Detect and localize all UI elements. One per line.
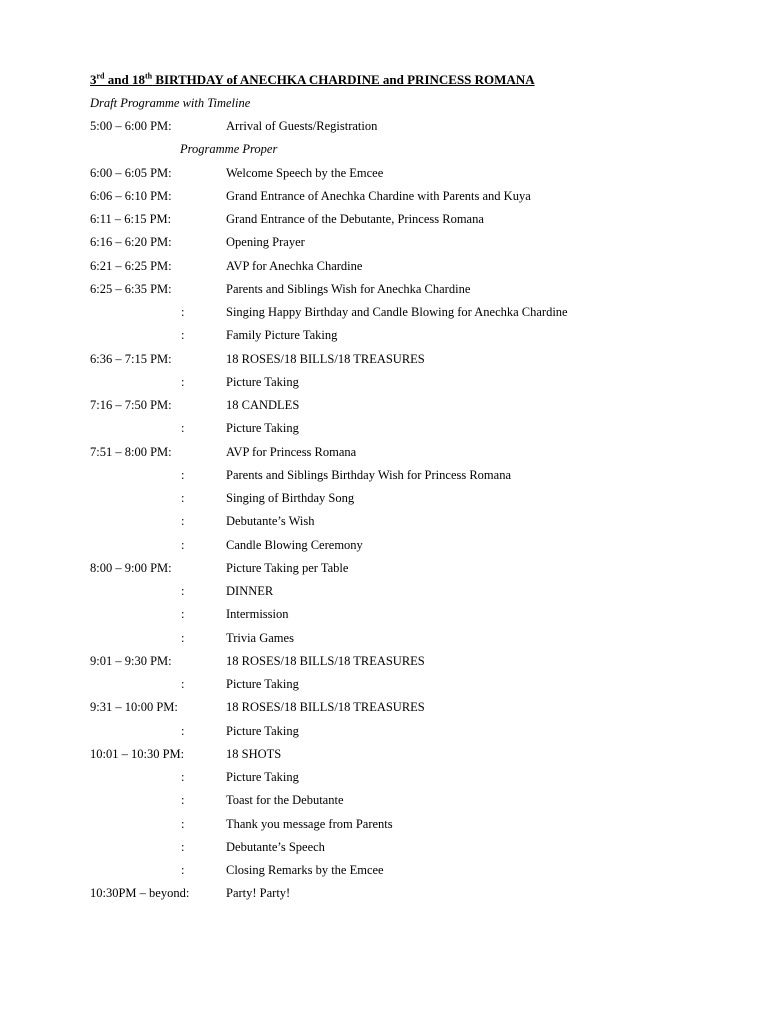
schedule-row (90, 281, 730, 304)
event-description: Intermission (226, 607, 289, 622)
schedule-row (90, 490, 730, 513)
continuation-colon: : (181, 793, 185, 808)
schedule-row (90, 885, 730, 908)
event-description: Toast for the Debutante (226, 793, 344, 808)
schedule-row (90, 374, 730, 397)
schedule-row (90, 211, 730, 234)
event-description: Parents and Siblings Wish for Anechka Chardine (226, 281, 471, 296)
time-slot: 9:31 – 10:00 PM: (90, 700, 178, 715)
schedule-row (90, 723, 730, 746)
event-description: Parents and Siblings Birthday Wish for Princess Romana (226, 467, 512, 482)
event-description: AVP for Princess Romana (226, 444, 357, 459)
schedule-row (90, 537, 730, 560)
event-description: 18 ROSES/18 BILLS/18 TREASURES (226, 700, 425, 715)
event-description: Picture Taking (226, 723, 299, 738)
event-description: Thank you message from Parents (226, 816, 393, 831)
schedule-row (90, 513, 730, 536)
event-description: Picture Taking (226, 770, 299, 784)
event-description: Closing Remarks by the Emcee (226, 863, 384, 877)
continuation-colon: : (181, 374, 185, 389)
event-description: Debutante’s Speech (226, 839, 325, 854)
schedule-row (90, 258, 730, 281)
event-description: Arrival of Guests/Registration (226, 119, 378, 133)
continuation-colon: : (181, 839, 185, 854)
title-superscript-1: rd (96, 71, 105, 81)
schedule-row (90, 676, 730, 699)
time-slot: 10:01 – 10:30 PM: (90, 746, 185, 761)
continuation-colon: : (181, 607, 185, 622)
title-text: BIRTHDAY of ANECHKA CHARDINE and PRINCESS ROMANA (152, 72, 535, 87)
event-description: Grand Entrance of the Debutante, Princess Romana (226, 212, 484, 226)
event-description: Trivia Games (226, 630, 294, 645)
schedule-list (90, 118, 730, 909)
schedule-row (90, 397, 730, 420)
event-description: Family Picture Taking (226, 328, 338, 343)
schedule-row (90, 630, 730, 653)
time-slot: 6:06 – 6:10 PM: (90, 188, 172, 203)
schedule-row (90, 188, 730, 211)
event-description: 18 ROSES/18 BILLS/18 TREASURES (226, 653, 425, 668)
schedule-row (90, 234, 730, 257)
continuation-colon: : (181, 770, 185, 784)
continuation-colon: : (181, 514, 185, 529)
continuation-colon: : (181, 305, 185, 319)
event-description: Singing Happy Birthday and Candle Blowing for Anechka Chardine (226, 305, 568, 319)
time-slot: 6:25 – 6:35 PM: (90, 281, 172, 296)
event-description: 18 SHOTS (226, 746, 282, 761)
title-ordinal-1: 3 (90, 72, 97, 87)
schedule-row (90, 165, 730, 188)
schedule-row (90, 699, 730, 722)
title-ordinal-2: and 18 (104, 72, 145, 87)
schedule-row (90, 862, 730, 885)
continuation-colon: : (181, 467, 185, 482)
schedule-row (90, 327, 730, 350)
schedule-row (90, 653, 730, 676)
schedule-row (90, 467, 730, 490)
event-description: Grand Entrance of Anechka Chardine with Parents and Kuya (226, 188, 531, 203)
event-description: Programme Proper (180, 142, 278, 157)
event-description: DINNER (226, 584, 274, 598)
schedule-row (90, 444, 730, 467)
document-subtitle: Draft Programme with Timeline (90, 96, 251, 110)
time-slot: 7:51 – 8:00 PM: (90, 444, 172, 459)
continuation-colon: : (181, 421, 185, 436)
time-slot: 8:00 – 9:00 PM: (90, 560, 172, 575)
schedule-row (90, 769, 730, 792)
continuation-colon: : (181, 584, 185, 598)
time-slot: 7:16 – 7:50 PM: (90, 398, 172, 412)
event-description: Debutante’s Wish (226, 514, 315, 529)
continuation-colon: : (181, 723, 185, 738)
event-description: Picture Taking (226, 374, 299, 389)
event-description: Picture Taking per Table (226, 560, 349, 575)
continuation-colon: : (181, 677, 185, 691)
event-description: Singing of Birthday Song (226, 491, 355, 505)
event-description: Candle Blowing Ceremony (226, 537, 363, 552)
continuation-colon: : (181, 863, 185, 877)
event-description: Picture Taking (226, 421, 299, 436)
title-superscript-2: th (144, 71, 153, 81)
continuation-colon: : (181, 816, 185, 831)
event-description: 18 ROSES/18 BILLS/18 TREASURES (226, 351, 425, 366)
time-slot: 10:30PM – beyond: (90, 886, 190, 901)
section-heading-row (90, 141, 730, 164)
event-description: Party! Party! (226, 886, 291, 901)
schedule-row (90, 583, 730, 606)
time-slot: 6:16 – 6:20 PM: (90, 235, 172, 250)
schedule-row (90, 304, 730, 327)
event-description: Welcome Speech by the Emcee (226, 165, 384, 180)
continuation-colon: : (181, 328, 185, 343)
time-slot: 6:21 – 6:25 PM: (90, 258, 172, 273)
event-description: Opening Prayer (226, 235, 305, 250)
schedule-row (90, 746, 730, 769)
event-description: AVP for Anechka Chardine (226, 258, 363, 273)
schedule-row (90, 560, 730, 583)
schedule-row (90, 792, 730, 815)
time-slot: 5:00 – 6:00 PM: (90, 119, 172, 133)
time-slot: 6:00 – 6:05 PM: (90, 165, 172, 180)
schedule-row (90, 839, 730, 862)
schedule-row (90, 118, 730, 141)
event-description: Picture Taking (226, 677, 299, 691)
time-slot: 9:01 – 9:30 PM: (90, 653, 172, 668)
document-title (90, 72, 535, 88)
schedule-row (90, 351, 730, 374)
time-slot: 6:36 – 7:15 PM: (90, 351, 172, 366)
continuation-colon: : (181, 491, 185, 505)
continuation-colon: : (181, 630, 185, 645)
schedule-row (90, 816, 730, 839)
event-description: 18 CANDLES (226, 398, 300, 412)
time-slot: 6:11 – 6:15 PM: (90, 212, 172, 226)
continuation-colon: : (181, 537, 185, 552)
schedule-row (90, 606, 730, 629)
schedule-row (90, 420, 730, 443)
